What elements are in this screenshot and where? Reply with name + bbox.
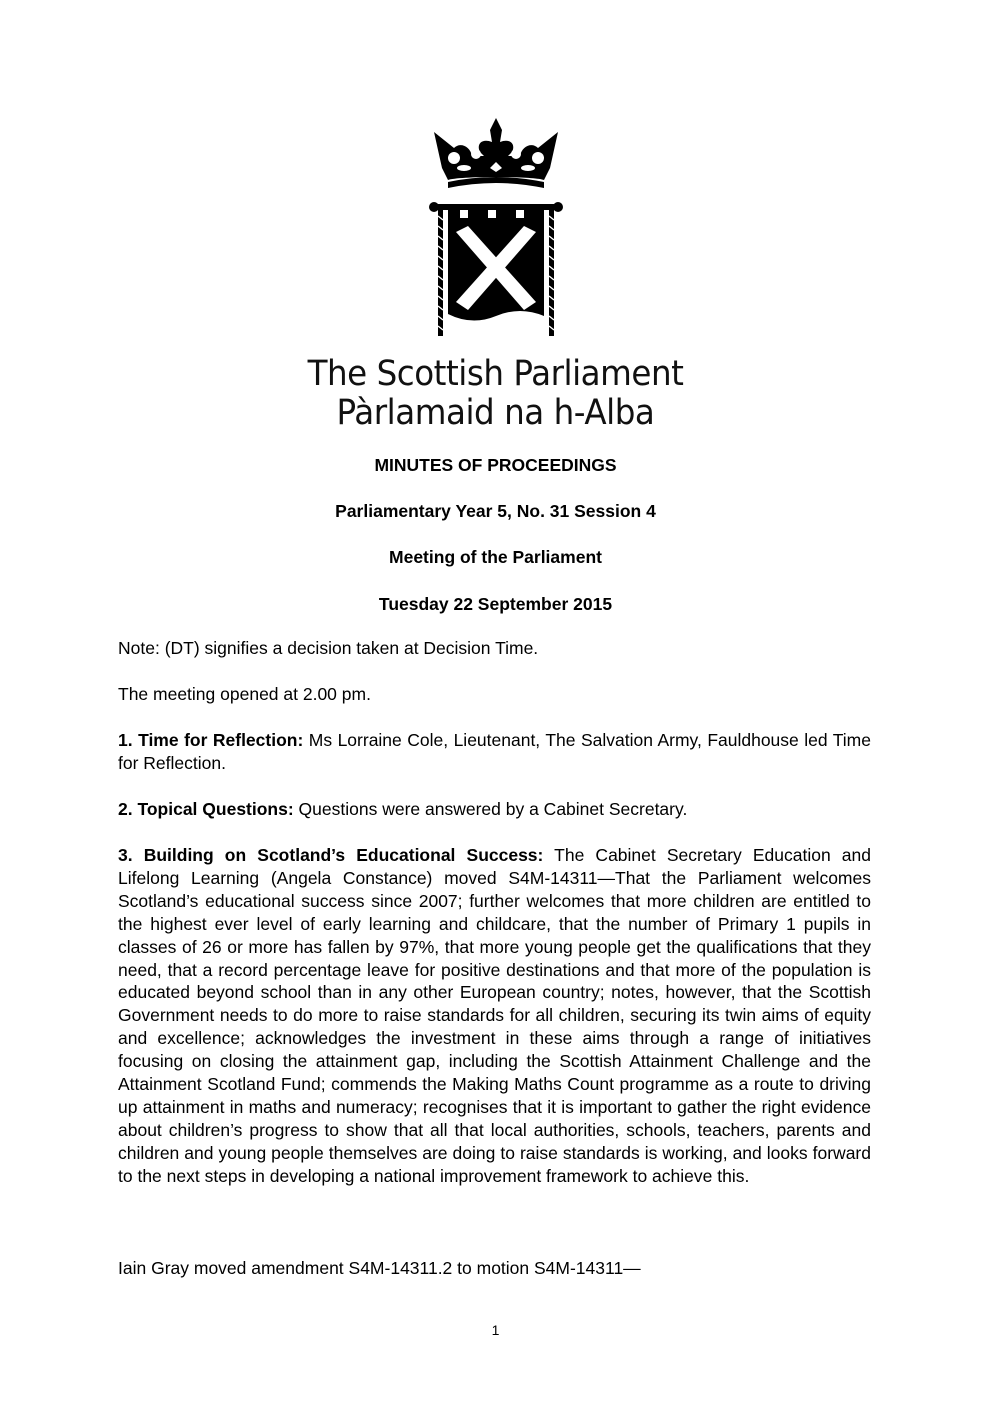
- document-title: MINUTES OF PROCEEDINGS: [374, 455, 617, 475]
- decision-time-note: Note: (DT) signifies a decision taken at Decision Time.: [118, 638, 539, 658]
- item-time-for-reflection: [118, 729, 871, 775]
- page-number: 1: [491, 1322, 500, 1338]
- item-educational-success: [118, 844, 871, 1188]
- meeting-date: Tuesday 22 September 2015: [378, 594, 613, 614]
- item-text: The Cabinet Secretary Education and Lifelong Learning (Angela Constance) moved S4M-14311—That the Parliament welcomes Scotland’s educational success since 2007; further welcomes that more children are entitled to the highest ever level of early learning and childcare, that the number of Primary 1 pupils in classes of 26 or more has fallen by 97%, that more young people get the qualifications that they need, that a record percentage leave for positive destinations and that more of the population is educated beyond school than in any other European country; notes, however, that the Scottish Government needs to do more to raise standards for all children, securing its twin aims of equity and excellence; acknowledges the investment in these aims through a range of initiatives focusing on closing the attainment gap, including the Scottish Attainment Challenge and the Attainment Scotland Fund; commends the Making Maths Count programme as a route to driving up attainment in maths and numeracy; recognises that it is important to gather the right evidence about children’s progress to show that all that local authorities, schools, teachers, parents and children and young people themselves are doing to raise standards is working, and looks forward to the next steps in developing a national improvement framework to achieve this.: [118, 845, 871, 1186]
- item-heading: 1. Time for Reflection:: [118, 730, 304, 750]
- item-topical-questions: [118, 798, 871, 821]
- item-text: Ms Lorraine Cole, Lieutenant, The Salvation Army, Fauldhouse led Time for Reflection.: [118, 730, 871, 773]
- amendment-line: Iain Gray moved amendment S4M-14311.2 to motion S4M-14311—: [118, 1258, 641, 1278]
- meeting-title: Meeting of the Parliament: [389, 547, 602, 567]
- item-heading: 3. Building on Scotland’s Educational Success:: [118, 845, 544, 865]
- session-line: Parliamentary Year 5, No. 31 Session 4: [335, 501, 656, 521]
- scottish-parliament-crest-icon: [424, 116, 568, 340]
- meeting-opened: The meeting opened at 2.00 pm.: [118, 684, 371, 704]
- parliament-name-gaelic: Pàrlamaid na h-Alba: [336, 393, 655, 433]
- parliament-name-english: The Scottish Parliament: [307, 354, 684, 394]
- item-heading: 2. Topical Questions:: [118, 799, 294, 819]
- item-text: Questions were answered by a Cabinet Secretary.: [293, 799, 688, 819]
